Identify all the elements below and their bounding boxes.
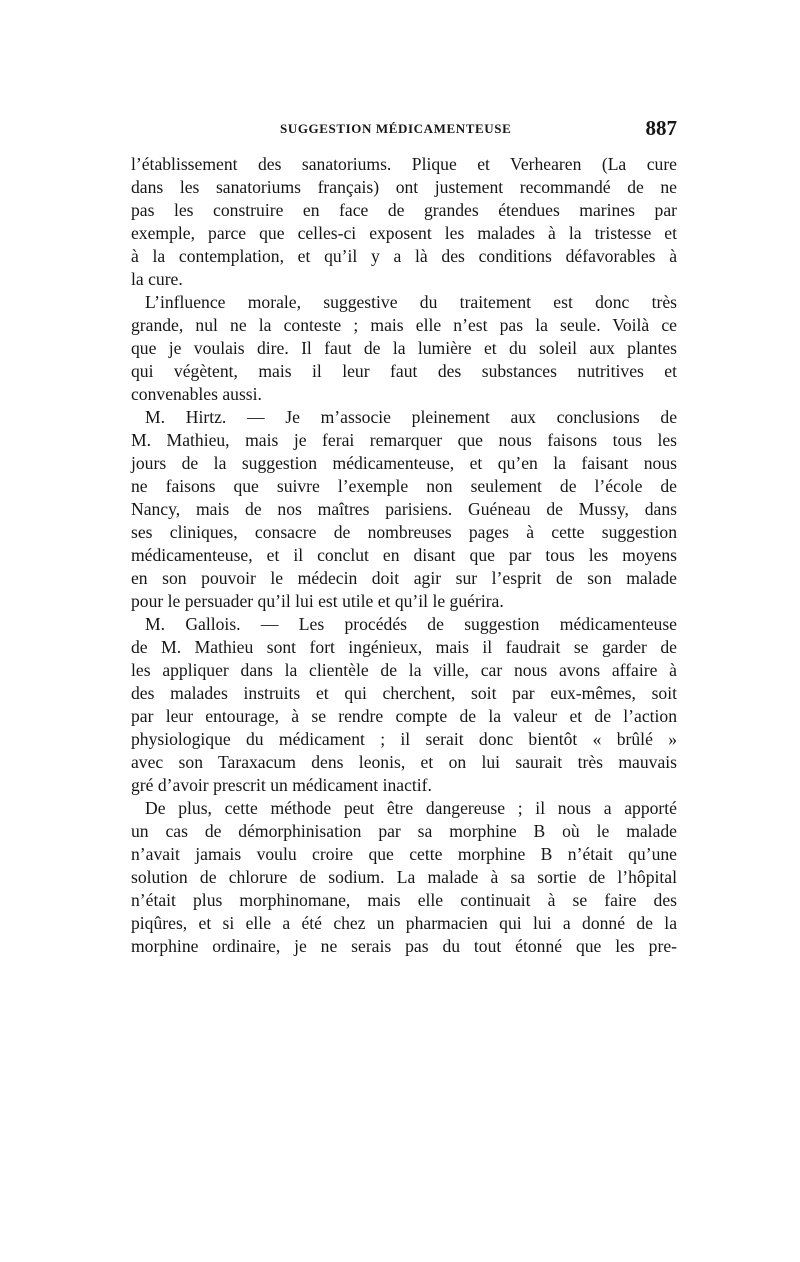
text-line: convenables aussi. — [131, 384, 262, 404]
text-line: avec son Taraxacum dens leonis, et on lui saurait très mauvais — [131, 752, 677, 772]
text-line: l’établissement des sanatoriums. Plique et Verhearen (La cure — [131, 154, 677, 174]
text-line: Nancy, mais de nos maîtres parisiens. Guéneau de Mussy, dans — [131, 499, 677, 519]
text-line: n’était plus morphinomane, mais elle continuait à se faire des — [131, 890, 677, 910]
text-line: physiologique du médicament ; il serait donc bientôt « brûlé » — [131, 729, 677, 749]
text-line: De plus, cette méthode peut être dangereuse ; il nous a apporté — [145, 798, 677, 818]
text-line: dans les sanatoriums français) ont justement recommandé de ne — [131, 177, 677, 197]
text-line: M. Mathieu, mais je ferai remarquer que nous faisons tous les — [131, 430, 677, 450]
text-line: piqûres, et si elle a été chez un pharmacien qui lui a donné de la — [131, 913, 677, 933]
text-line: par leur entourage, à se rendre compte de la valeur et de l’action — [131, 706, 677, 726]
book-page — [131, 116, 677, 958]
text-line: gré d’avoir prescrit un médicament inactif. — [131, 775, 432, 795]
page-header — [131, 116, 677, 144]
body-text — [131, 153, 677, 958]
text-line: n’avait jamais voulu croire que cette morphine B n’était qu’une — [131, 844, 677, 864]
page-number: 887 — [645, 116, 677, 140]
running-title: SUGGESTION MÉDICAMENTEUSE — [280, 121, 512, 136]
text-line: exemple, parce que celles-ci exposent les malades à la tristesse et — [131, 223, 677, 243]
text-line: morphine ordinaire, je ne serais pas du tout étonné que les pre- — [131, 936, 677, 956]
text-line: de M. Mathieu sont fort ingénieux, mais il faudrait se garder de — [131, 637, 677, 657]
text-line: grande, nul ne la conteste ; mais elle n’est pas la seule. Voilà ce — [131, 315, 677, 335]
text-line: des malades instruits et qui cherchent, soit par eux-mêmes, soit — [131, 683, 677, 703]
text-line: un cas de démorphinisation par sa morphine B où le malade — [131, 821, 677, 841]
text-line: médicamenteuse, et il conclut en disant que par tous les moyens — [131, 545, 677, 565]
text-line: la cure. — [131, 269, 183, 289]
text-line: pas les construire en face de grandes étendues marines par — [131, 200, 677, 220]
text-line: qui végètent, mais il leur faut des substances nutritives et — [131, 361, 677, 381]
text-line: les appliquer dans la clientèle de la ville, car nous avons affaire à — [131, 660, 677, 680]
text-line: ne faisons que suivre l’exemple non seulement de l’école de — [131, 476, 677, 496]
text-line: solution de chlorure de sodium. La malade à sa sortie de l’hôpital — [131, 867, 677, 887]
text-line: L’influence morale, suggestive du traitement est donc très — [145, 292, 677, 312]
text-line: pour le persuader qu’il lui est utile et qu’il le guérira. — [131, 591, 504, 611]
text-line: M. Hirtz. — Je m’associe pleinement aux conclusions de — [145, 407, 677, 427]
text-line: ses cliniques, consacre de nombreuses pages à cette suggestion — [131, 522, 677, 542]
text-line: en son pouvoir le médecin doit agir sur l’esprit de son malade — [131, 568, 677, 588]
text-line: que je voulais dire. Il faut de la lumière et du soleil aux plantes — [131, 338, 677, 358]
text-line: jours de la suggestion médicamenteuse, et qu’en la faisant nous — [131, 453, 677, 473]
text-line: M. Gallois. — Les procédés de suggestion médicamenteuse — [145, 614, 677, 634]
text-line: à la contemplation, et qu’il y a là des conditions défavorables à — [131, 246, 677, 266]
